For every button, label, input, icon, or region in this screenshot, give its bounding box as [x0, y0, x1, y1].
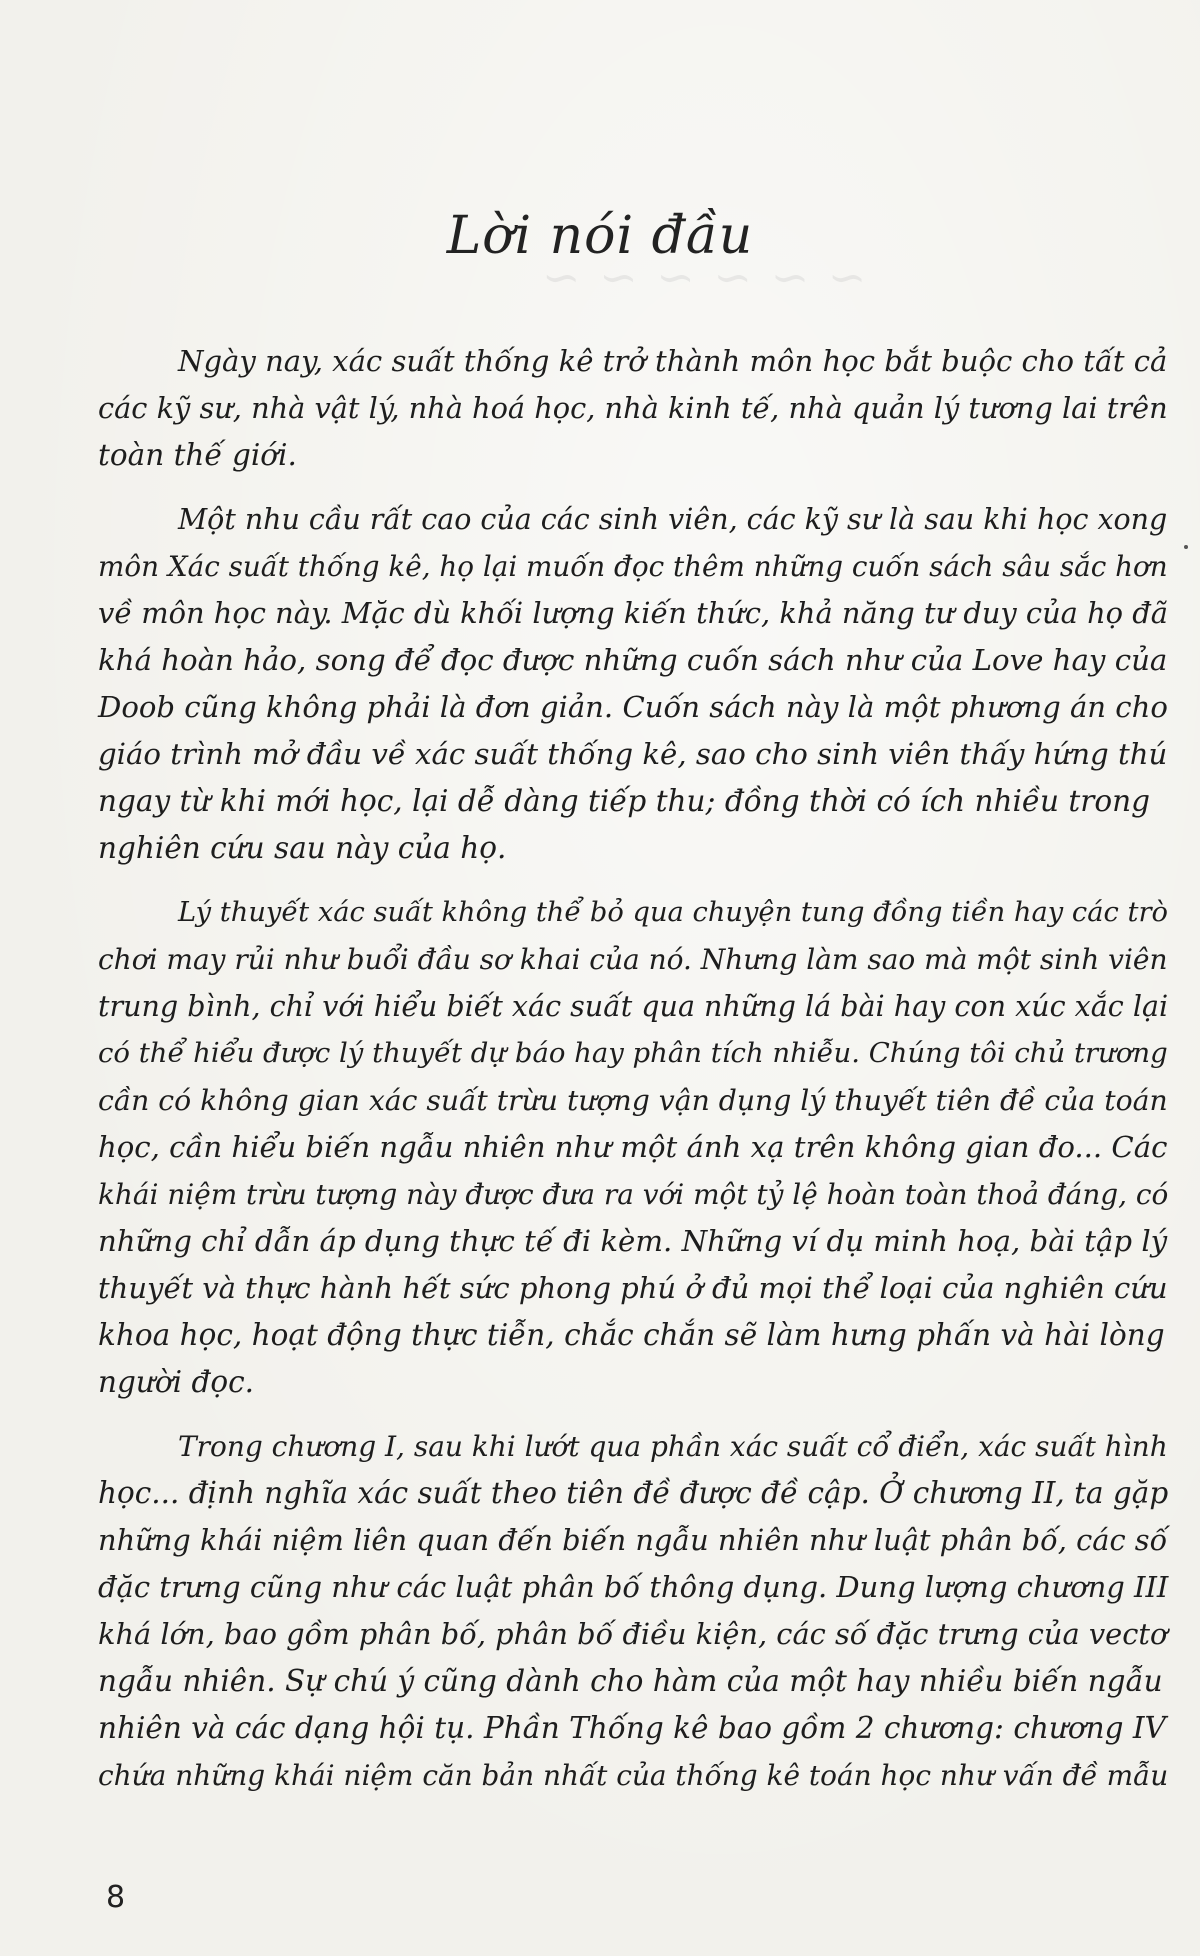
text-line: ngay từ khi mới học, lại dễ dàng tiếp thu; đồng thời có ích nhiều trong	[98, 784, 1151, 818]
text-line: ngẫu nhiên. Sự chú ý cũng dành cho hàm của một hay nhiều biến ngẫu	[98, 1664, 1163, 1698]
text-line: có thể hiểu được lý thuyết dự báo hay phân tích nhiễu. Chúng tôi chủ trương	[98, 1037, 1168, 1069]
text-line: Ngày nay, xác suất thống kê trở thành môn học bắt buộc cho tất cả	[178, 344, 1168, 378]
text-line: học... định nghĩa xác suất theo tiên đề được đề cập. Ở chương II, ta gặp	[98, 1476, 1169, 1510]
text-line: đặc trưng cũng như các luật phân bố thông dụng. Dung lượng chương III	[98, 1570, 1169, 1604]
text-line: những chỉ dẫn áp dụng thực tế đi kèm. Những ví dụ minh hoạ, bài tập lý	[98, 1224, 1168, 1258]
text-line: Trong chương I, sau khi lướt qua phần xác suất cổ điển, xác suất hình	[178, 1430, 1168, 1463]
page-number: 8	[106, 1880, 126, 1915]
text-line: môn Xác suất thống kê, họ lại muốn đọc thêm những cuốn sách sâu sắc hơn	[98, 550, 1168, 583]
text-line: cần có không gian xác suất trừu tượng vận dụng lý thuyết tiên đề của toán	[98, 1084, 1168, 1117]
show-through-text: ∼ ∼ ∼ ∼ ∼ ∼	[540, 250, 867, 304]
text-line: khoa học, hoạt động thực tiễn, chắc chắn sẽ làm hưng phấn và hài lòng	[98, 1318, 1165, 1352]
text-line: nghiên cứu sau này của họ.	[98, 831, 507, 865]
body-text	[98, 338, 1168, 1799]
text-line: Doob cũng không phải là đơn giản. Cuốn sách này là một phương án cho	[98, 690, 1168, 724]
text-line: Lý thuyết xác suất không thể bỏ qua chuyện tung đồng tiền hay các trò	[178, 897, 1168, 928]
text-line: Một nhu cầu rất cao của các sinh viên, các kỹ sư là sau khi học xong	[178, 503, 1168, 536]
print-speck	[1184, 545, 1188, 549]
text-line: về môn học này. Mặc dù khối lượng kiến thức, khả năng tư duy của họ đã	[98, 596, 1168, 630]
text-line: khái niệm trừu tượng này được đưa ra với một tỷ lệ hoàn toàn thoả đáng, có	[98, 1178, 1169, 1211]
text-line: khá lớn, bao gồm phân bố, phân bố điều kiện, các số đặc trưng của vectơ	[98, 1617, 1168, 1651]
text-line: chứa những khái niệm căn bản nhất của thống kê toán học như vấn đề mẫu	[98, 1759, 1169, 1792]
text-line: toàn thế giới.	[98, 438, 297, 472]
text-line: nhiên và các dạng hội tụ. Phần Thống kê bao gồm 2 chương: chương IV	[98, 1711, 1166, 1745]
text-line: thuyết và thực hành hết sức phong phú ở đủ mọi thể loại của nghiên cứu	[98, 1271, 1168, 1305]
text-line: chơi may rủi như buổi đầu sơ khai của nó. Nhưng làm sao mà một sinh viên	[98, 943, 1168, 976]
text-line: khá hoàn hảo, song để đọc được những cuốn sách như của Love hay của	[98, 643, 1168, 677]
text-line: giáo trình mở đầu về xác suất thống kê, sao cho sinh viên thấy hứng thú	[98, 737, 1168, 771]
text-line: các kỹ sư, nhà vật lý, nhà hoá học, nhà kinh tế, nhà quản lý tương lai trên	[98, 391, 1168, 425]
text-line: người đọc.	[98, 1365, 254, 1399]
page-title: Lời nói đầu	[446, 206, 754, 266]
text-line: trung bình, chỉ với hiểu biết xác suất qua những lá bài hay con xúc xắc lại	[98, 989, 1169, 1023]
text-line: học, cần hiểu biến ngẫu nhiên như một ánh xạ trên không gian đo... Các	[98, 1130, 1168, 1164]
text-line: những khái niệm liên quan đến biến ngẫu nhiên như luật phân bố, các số	[98, 1523, 1168, 1557]
